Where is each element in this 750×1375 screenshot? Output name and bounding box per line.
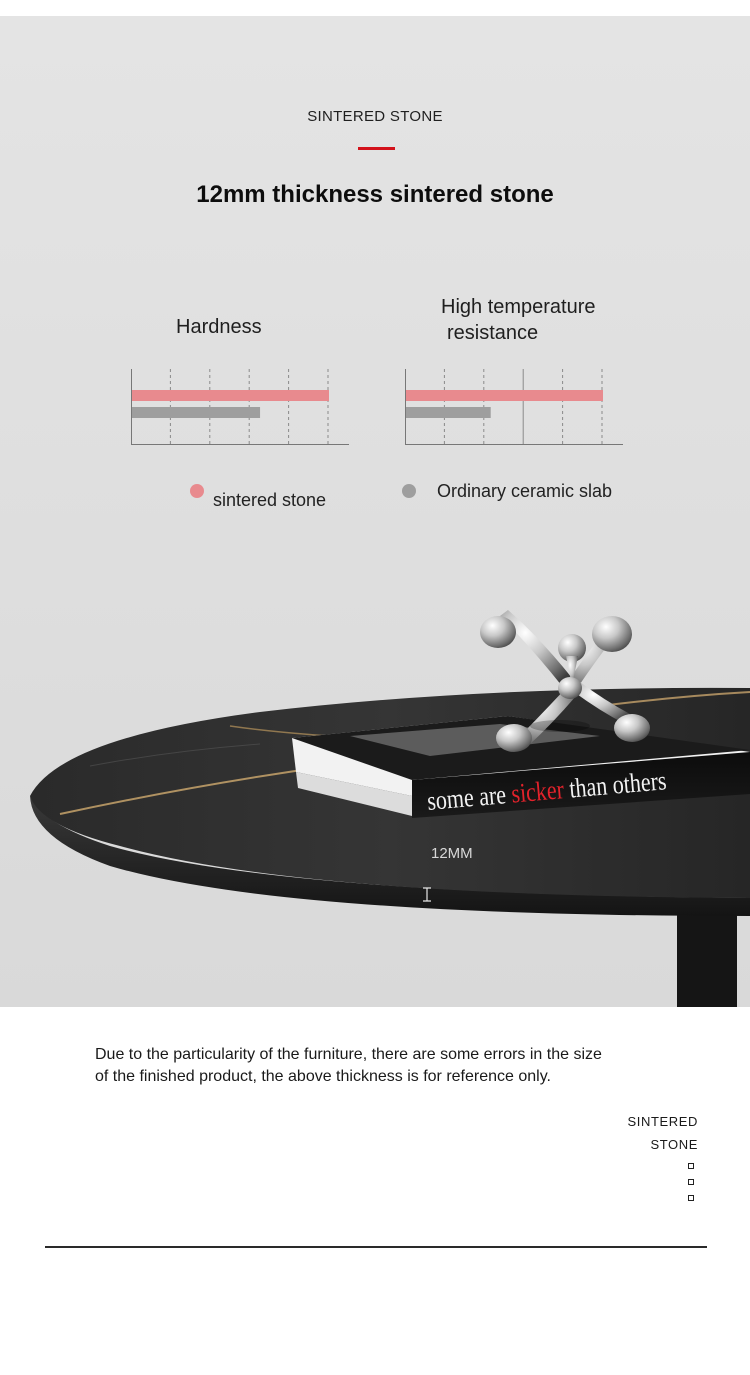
bar-ceramic-slab [406,407,491,418]
square-bullet-icon [688,1163,694,1169]
headline: 12mm thickness sintered stone [196,181,554,208]
brand-mark [627,1110,698,1156]
product-photo [0,576,750,1007]
book-title-part-3: than others [562,763,691,805]
heat-resistance-title [441,294,596,346]
book-title-part-2: sicker [510,773,577,809]
bar-ceramic-slab [132,407,260,418]
bottom-rule [45,1246,707,1248]
bar-sintered-stone [132,390,329,401]
disclaimer-line-1: Due to the particularity of the furniture, there are some errors in the size [95,1046,602,1063]
disclaimer-note [95,1044,695,1088]
bar-sintered-stone [406,390,603,401]
accent-line [358,147,395,150]
dimension-label: 12MM [431,845,473,862]
hardness-title [176,314,262,340]
square-bullet-icon [688,1179,694,1185]
chrome-sculpture [480,610,650,752]
square-bullet-icon [688,1195,694,1201]
legend-label-ceramic: Ordinary ceramic slab [437,481,613,501]
heat-resistance-title-line-2: resistance [447,322,539,344]
brand-mark-line-2: STONE [650,1137,698,1152]
legend-label-sintered: sintered stone [213,490,327,510]
legend-dot-sintered [190,484,204,498]
hardness-chart [131,369,351,445]
heat-resistance-chart [405,369,625,445]
top-panel [0,16,750,1007]
table-pedestal [677,906,737,1007]
hardness-title-line: Hardness [176,316,262,338]
heat-resistance-title-line-1: High temperature [441,296,596,318]
disclaimer-line-2: of the finished product, the above thickness is for reference only. [95,1068,551,1085]
section-eyebrow: SINTERED STONE [307,108,443,125]
legend-dot-ceramic [402,484,416,498]
brand-mark-line-1: SINTERED [627,1114,698,1129]
book-title-part-1: some are [425,777,532,816]
